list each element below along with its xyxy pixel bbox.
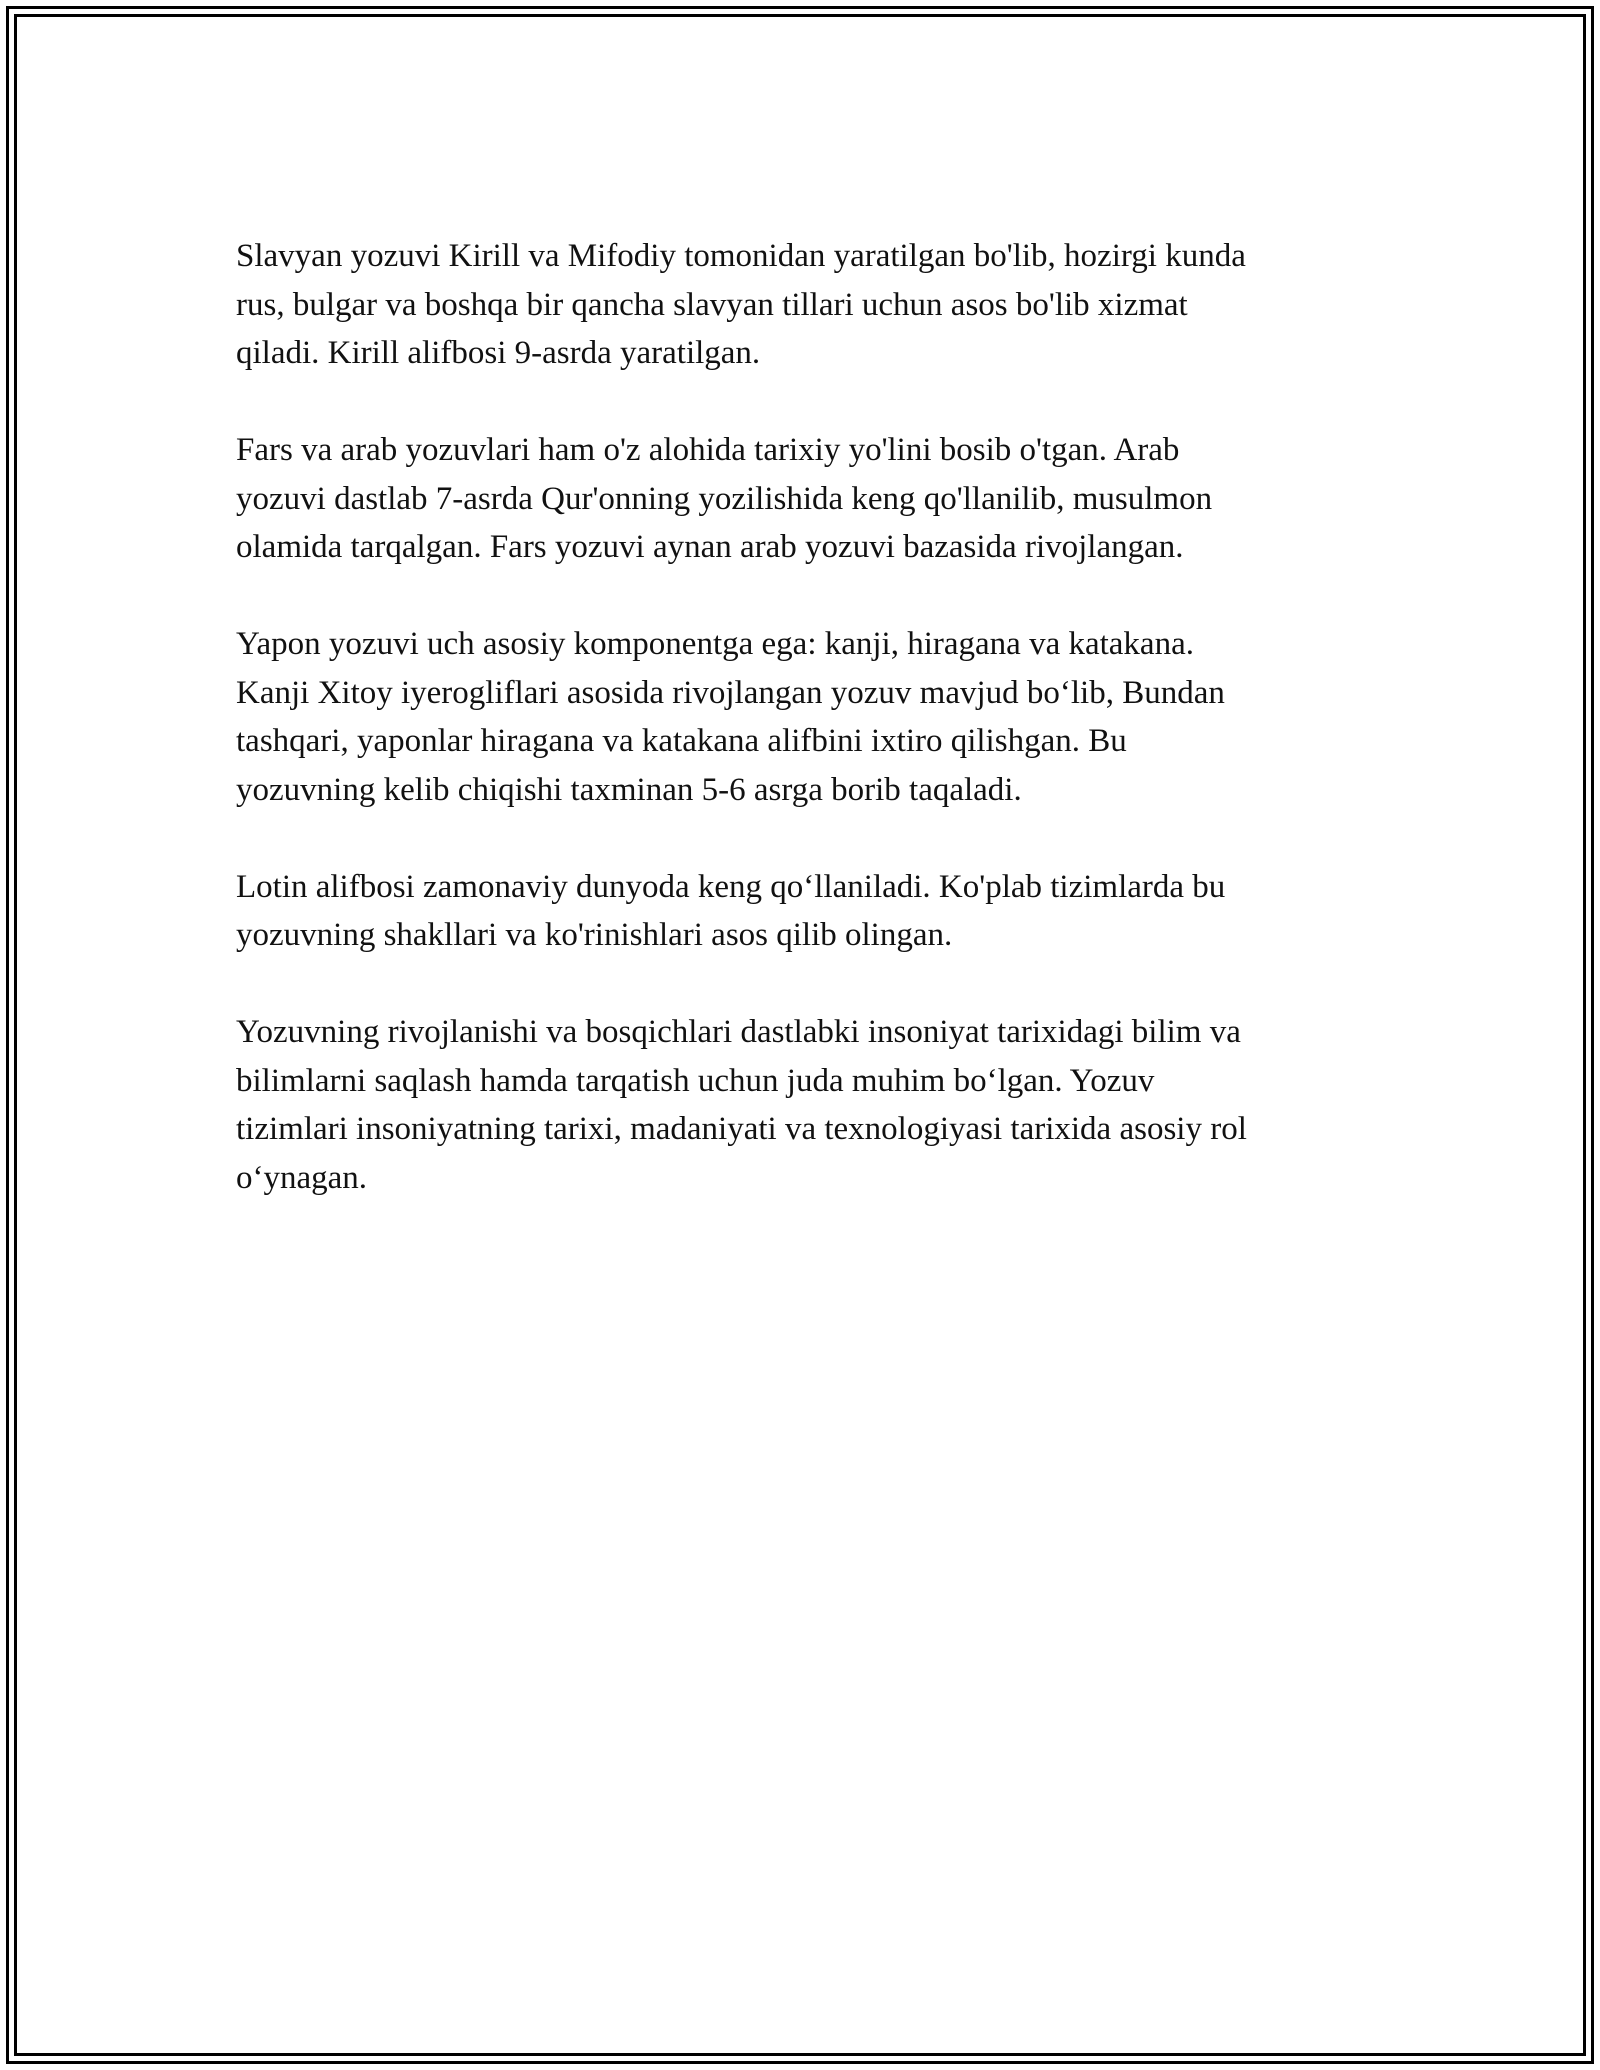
text-line: yozuvi dastlab 7-asrda Qur'onning yozilishida keng qo'llanilib, musulmon xyxy=(236,480,1213,517)
text-line: Yozuvning rivojlanishi va bosqichlari dastlabki insoniyat tarixidagi bilim va xyxy=(236,1014,1241,1050)
paragraph-slavyan-yozuvi xyxy=(236,232,1376,378)
paragraph-lotin-alifbosi xyxy=(236,863,1376,960)
text-line: oʻynagan. xyxy=(236,1159,368,1196)
text-line: Fars va arab yozuvlari ham o'z alohida tarixiy yo'lini bosib o'tgan. Arab xyxy=(236,432,1180,468)
text-line: qiladi. Kirill alifbosi 9-asrda yaratilgan. xyxy=(236,335,761,371)
text-line: yozuvning kelib chiqishi taxminan 5-6 asrga borib taqaladi. xyxy=(236,771,1022,808)
text-line: bilimlarni saqlash hamda tarqatish uchun juda muhim boʻlgan. Yozuv xyxy=(236,1062,1155,1099)
text-line: tizimlari insoniyatning tarixi, madaniyati va texnologiyasi tarixida asosiy rol xyxy=(236,1111,1247,1147)
text-line: yozuvning shakllari va ko'rinishlari asos qilib olingan. xyxy=(236,917,953,953)
document-body xyxy=(236,232,1376,1251)
text-line: rus, bulgar va boshqa bir qancha slavyan tillari uchun asos bo'lib xizmat xyxy=(236,286,1188,323)
paragraph-yozuv-rivojlanishi xyxy=(236,1008,1376,1202)
text-line: Kanji Xitoy iyerogliflari asosida rivojlangan yozuv mavjud boʻlib, Bundan xyxy=(236,674,1225,711)
paragraph-fars-arab-yozuvi xyxy=(236,426,1376,572)
text-line: Slavyan yozuvi Kirill va Mifodiy tomonidan yaratilgan bo'lib, hozirgi kunda xyxy=(236,238,1246,274)
paragraph-yapon-yozuvi xyxy=(236,620,1376,814)
text-line: Yapon yozuvi uch asosiy komponentga ega: kanji, hiragana va katakana. xyxy=(236,626,1194,662)
text-line: Lotin alifbosi zamonaviy dunyoda keng qoʻllaniladi. Ko'plab tizimlarda bu xyxy=(236,868,1226,905)
text-line: olamida tarqalgan. Fars yozuvi aynan arab yozuvi bazasida rivojlangan. xyxy=(236,529,1184,565)
text-line: tashqari, yaponlar hiragana va katakana alifbini ixtiro qilishgan. Bu xyxy=(236,723,1127,759)
